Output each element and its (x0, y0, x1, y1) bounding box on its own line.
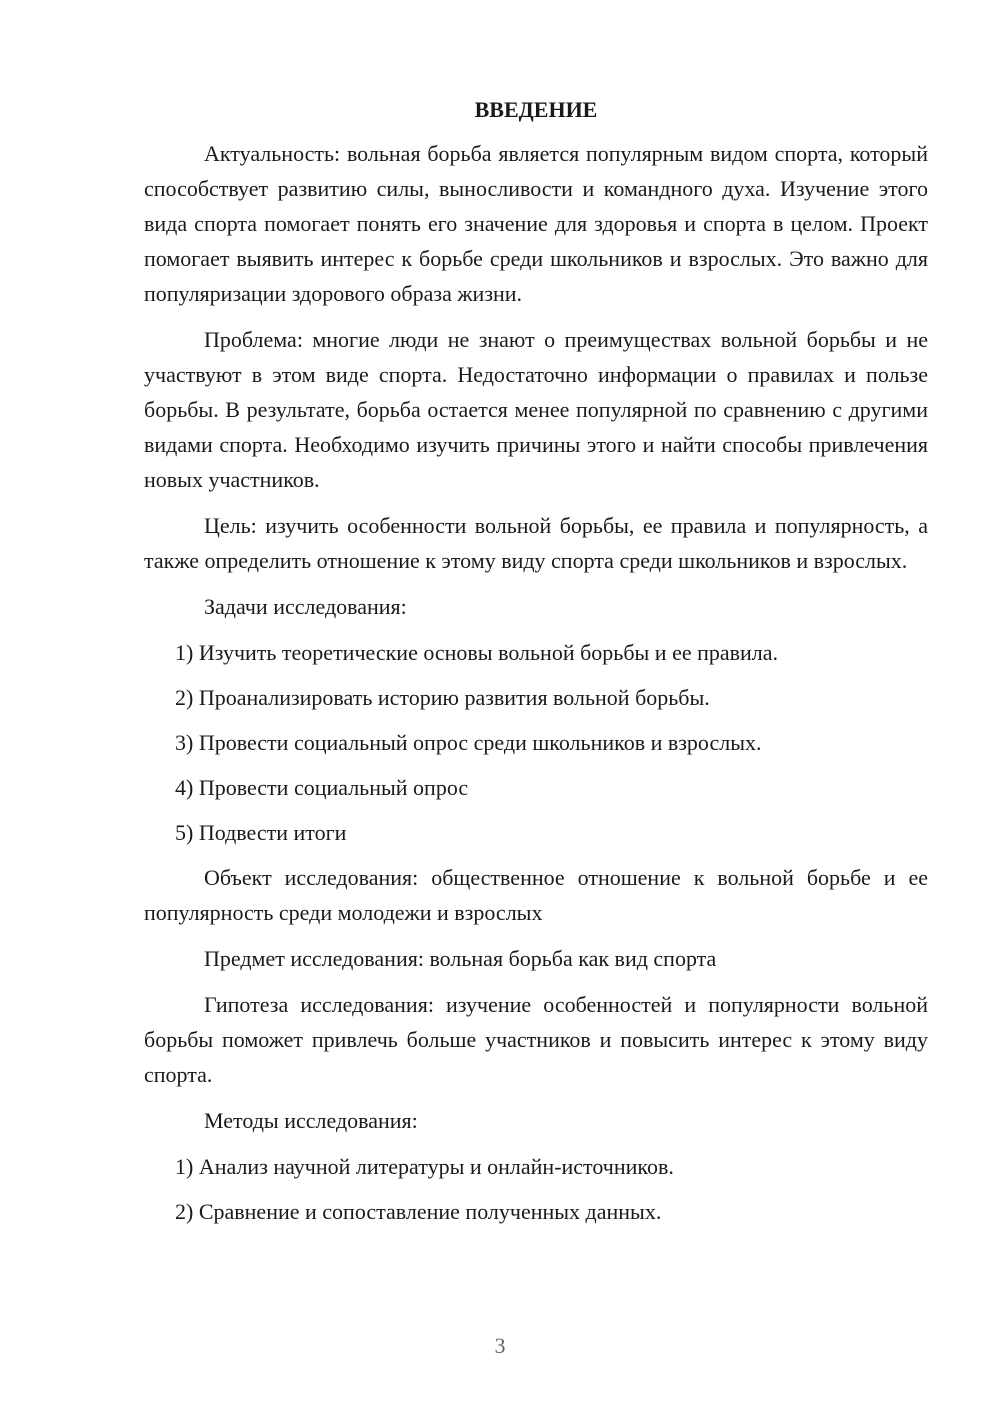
page-title: ВВЕДЕНИЕ (474, 97, 598, 122)
subject-paragraph: Предмет исследования: вольная борьба как вид спорта (204, 946, 717, 971)
page-number: 3 (494, 1333, 506, 1358)
list-item: 4) Провести социальный опрос (175, 775, 469, 800)
actuality-paragraph: Актуальность: вольная борьба является популярным видом спорта, который способствует развитию силы, выносливости и командного духа. Изучение этого вида спорта помогает понять его значение для здоровья и спорта в целом. Проект помогает выявить интерес к борьбе среди школьников и взрослых. Это важно для популяризации здорового образа жизни. (144, 141, 928, 306)
object-paragraph: Объект исследования: общественное отношение к вольной борьбе и ее популярность среди молодежи и взрослых (144, 865, 928, 925)
methods-heading: Методы исследования: (204, 1108, 418, 1133)
list-item: 1) Анализ научной литературы и онлайн-источников. (175, 1154, 674, 1179)
list-item: 5) Подвести итоги (175, 820, 347, 845)
list-item: 1) Изучить теоретические основы вольной борьбы и ее правила. (175, 640, 779, 665)
list-item: 3) Провести социальный опрос среди школьников и взрослых. (175, 730, 762, 755)
list-item: 2) Сравнение и сопоставление полученных данных. (175, 1199, 662, 1224)
list-item: 2) Проанализировать историю развития вольной борьбы. (175, 685, 710, 710)
methods-list (144, 1149, 928, 1229)
problem-paragraph: Проблема: многие люди не знают о преимуществах вольной борьбы и не участвуют в этом виде спорта. Недостаточно информации о правилах и пользе борьбы. В результате, борьба остается менее популярной по сравнению с другими видами спорта. Необходимо изучить причины этого и найти способы привлечения новых участников. (144, 327, 928, 492)
tasks-heading: Задачи исследования: (204, 594, 407, 619)
tasks-list (144, 635, 928, 850)
hypothesis-paragraph: Гипотеза исследования: изучение особенностей и популярности вольной борьбы поможет привлечь больше участников и повысить интерес к этому виду спорта. (144, 992, 928, 1087)
goal-paragraph: Цель: изучить особенности вольной борьбы, ее правила и популярность, а также определить отношение к этому виду спорта среди школьников и взрослых. (144, 513, 928, 573)
document-page (144, 96, 928, 1239)
